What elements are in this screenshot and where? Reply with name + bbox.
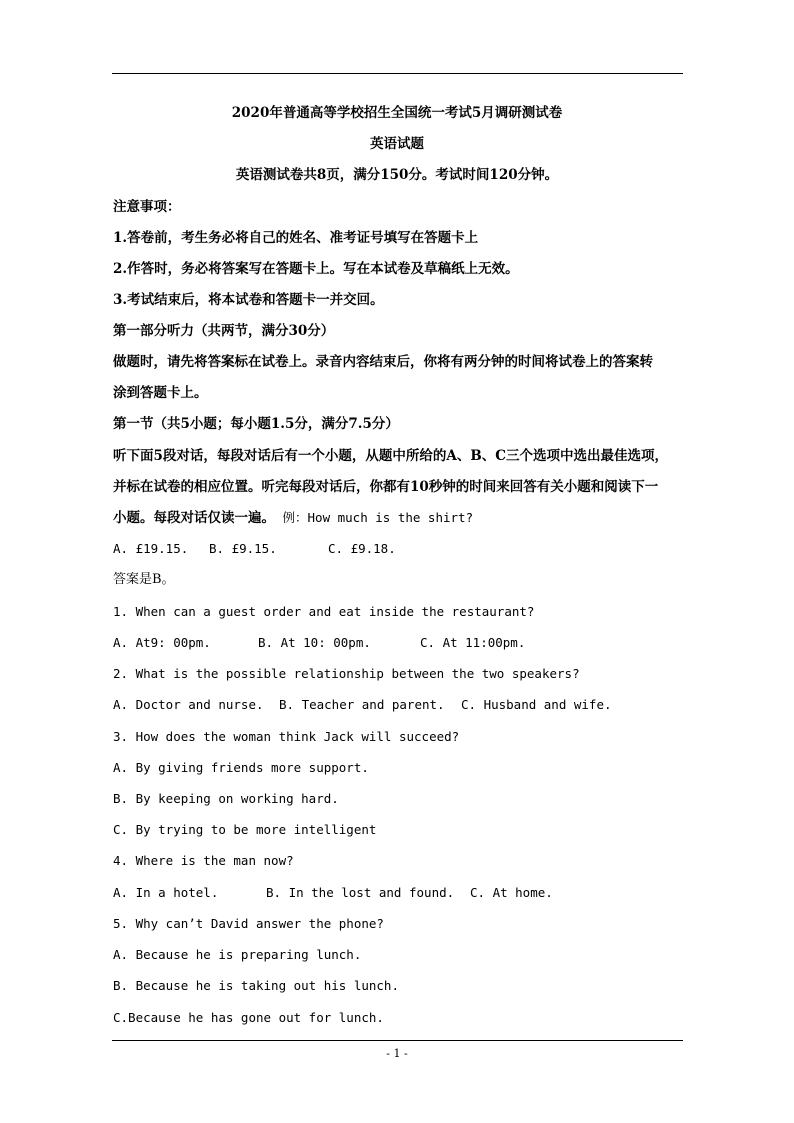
- exam-info: 英语测试卷共8页，满分150分。考试时间120分钟。: [235, 167, 559, 183]
- option: C. By trying to be more intelligent: [113, 822, 377, 837]
- option: A. By giving friends more support.: [113, 760, 369, 775]
- part1-intro: 涂到答题卡上。: [113, 385, 208, 401]
- part1-intro: 做题时，请先将答案标在试卷上。录音内容结束后，你将有两分钟的时间将试卷上的答案转: [113, 354, 653, 370]
- example-question: 例：How much is the shirt?: [275, 510, 474, 525]
- option: C. Husband and wife.: [461, 697, 612, 712]
- example-answer: 答案是B。: [113, 572, 175, 587]
- question: 5. Why can’t David answer the phone?: [113, 916, 384, 931]
- section1-instructions: 听下面5段对话，每段对话后有一个小题，从题中所给的A、B、C三个选项中选出最佳选项，: [113, 448, 669, 464]
- option: C.Because he has gone out for lunch.: [113, 1010, 384, 1025]
- option: B. In the lost and found.: [266, 885, 455, 900]
- note-item: 3.考试结束后，将本试卷和答题卡一并交回。: [113, 292, 384, 308]
- option: A. Doctor and nurse.: [113, 697, 264, 712]
- example-options: [113, 539, 396, 559]
- question-options: [113, 883, 553, 903]
- page-number: - 1 -: [386, 1047, 408, 1060]
- option: A. In a hotel.: [113, 885, 219, 900]
- section1-instructions: 并标在试卷的相应位置。听完每段对话后，你都有10秒钟的时间来回答有关小题和阅读下一: [113, 479, 659, 495]
- instructions-text: 小题。每段对话仅读一遍。: [113, 510, 275, 526]
- question-options: [113, 695, 612, 715]
- part1-heading: 第一部分听力（共两节，满分30分）: [113, 323, 335, 339]
- option: A. Because he is preparing lunch.: [113, 947, 362, 962]
- section1-instructions-example: [113, 508, 473, 528]
- option: C. £9.18.: [328, 541, 396, 556]
- option: B. Teacher and parent.: [279, 697, 445, 712]
- bottom-rule: [112, 1040, 683, 1041]
- question: 4. Where is the man now?: [113, 853, 294, 868]
- option: C. At home.: [470, 885, 553, 900]
- question: 3. How does the woman think Jack will succeed?: [113, 729, 460, 744]
- option: B. Because he is taking out his lunch.: [113, 978, 399, 993]
- section1-heading: 第一节（共5小题；每小题1.5分，满分7.5分）: [113, 416, 399, 432]
- option: B. At 10: 00pm.: [258, 635, 371, 650]
- option: B. By keeping on working hard.: [113, 791, 339, 806]
- top-rule: [112, 73, 683, 74]
- question: 1. When can a guest order and eat inside the restaurant?: [113, 604, 535, 619]
- exam-title: 2020年普通高等学校招生全国统一考试5月调研测试卷: [231, 105, 563, 121]
- option: B. £9.15.: [209, 541, 277, 556]
- option: C. At 11:00pm.: [420, 635, 526, 650]
- note-item: 2.作答时，务必将答案写在答题卡上。写在本试卷及草稿纸上无效。: [113, 261, 519, 277]
- note-item: 1.答卷前，考生务必将自己的姓名、准考证号填写在答题卡上: [113, 230, 479, 246]
- notes-heading: 注意事项：: [113, 199, 181, 215]
- question: 2. What is the possible relationship between the two speakers?: [113, 666, 580, 681]
- subject-title: 英语试题: [370, 136, 424, 152]
- option: A. At9: 00pm.: [113, 635, 211, 650]
- option: A. £19.15.: [113, 541, 189, 556]
- question-options: [113, 633, 525, 653]
